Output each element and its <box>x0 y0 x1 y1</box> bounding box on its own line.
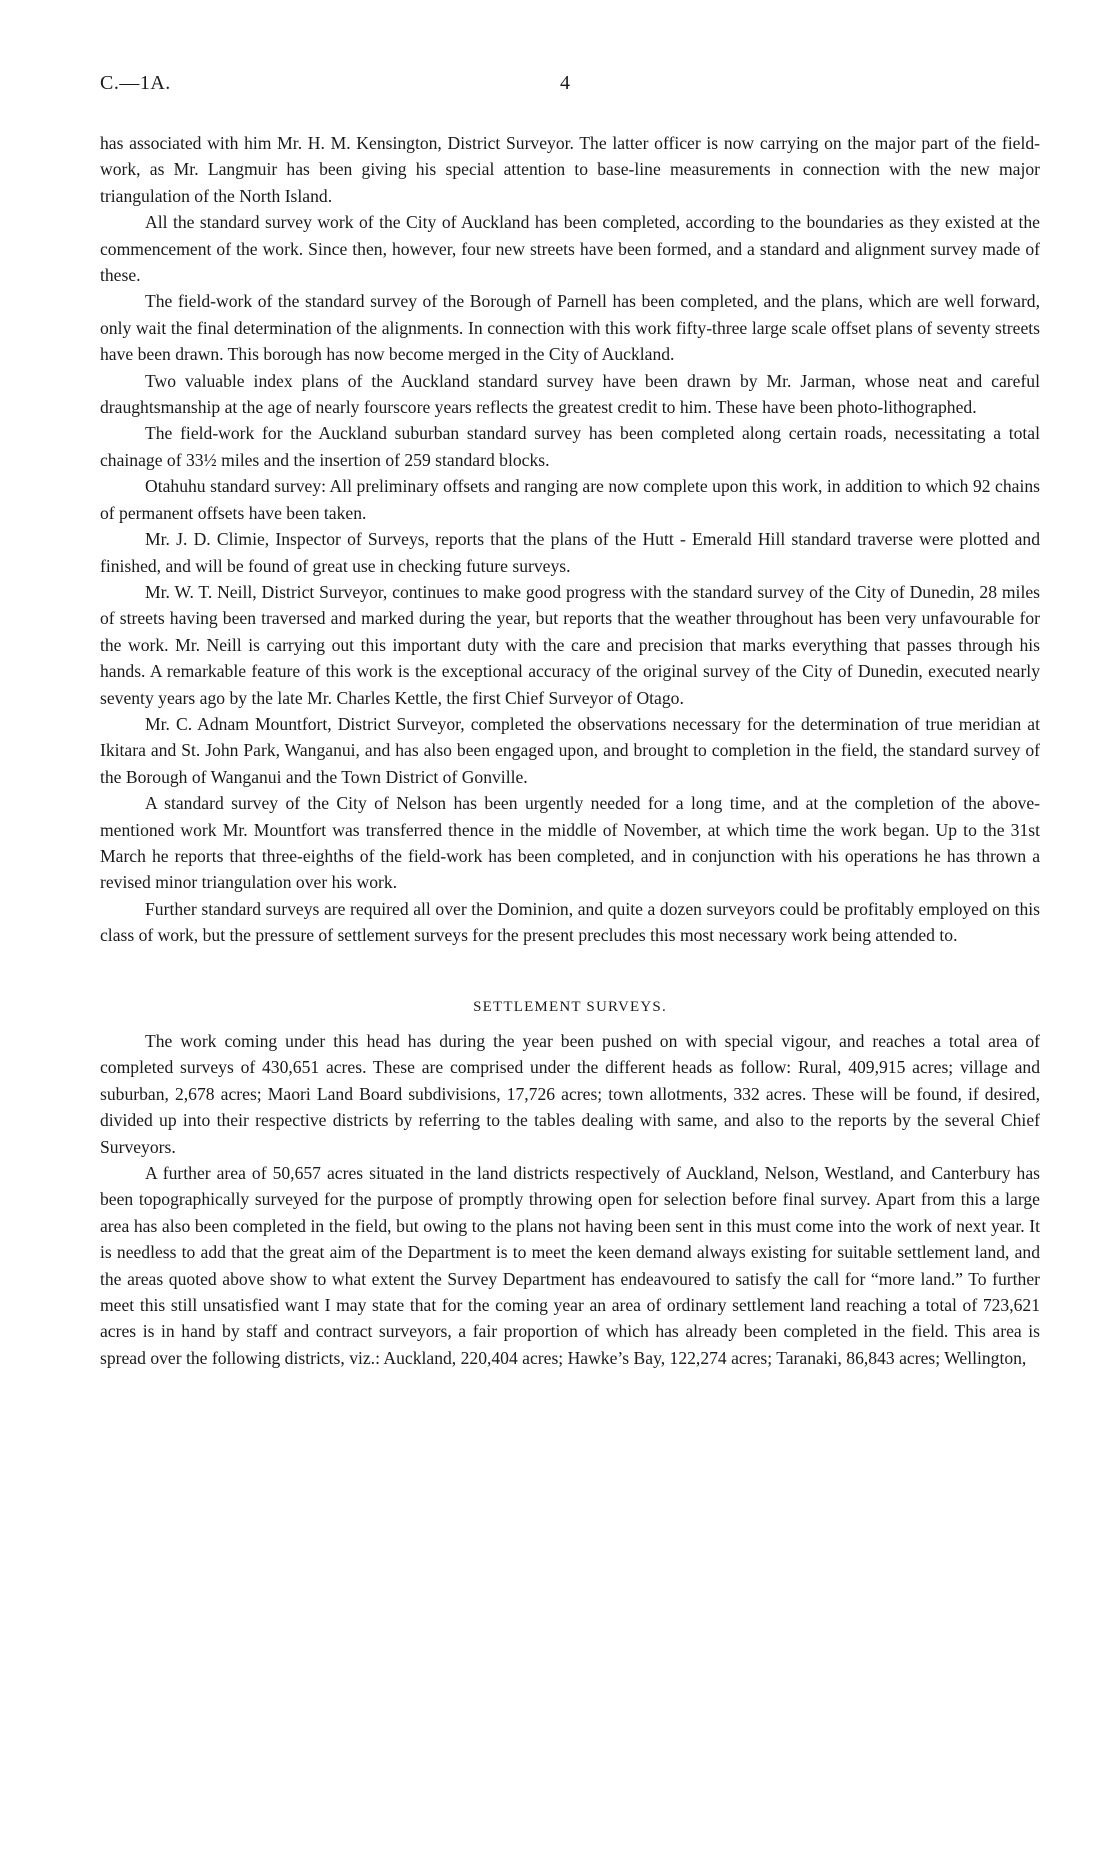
paragraph: has associated with him Mr. H. M. Kensington, District Surveyor. The latter officer is now carrying on the major part of the field-work, as Mr. Langmuir has been giving his special attention to base-line measurements in connection with the new major triangulation of the North Island. <box>100 133 1040 206</box>
paragraph: All the standard survey work of the City of Auckland has been completed, according to the boundaries as they existed at the commencement of the work. Since then, however, four new streets have been formed, and a standard and alignment survey made of these. <box>100 212 1040 286</box>
paragraph: A further area of 50,657 acres situated in the land districts respectively of Auckland, Nelson, Westland, and Canterbury has been topographically surveyed for the purpose of promptly throwing open for selection before final survey. Apart from this a large area has also been completed in the field, but owing to the plans not having been sent in this must come into the work of next year. It is needless to add that the great aim of the Department is to meet the keen demand always existing for suitable settlement land, and the areas quoted above show to what extent the Survey Department has endeavoured to satisfy the call for “more land.” To further meet this still unsatisfied want I may state that for the coming year an area of ordinary settlement land reaching a total of 723,621 acres is in hand by staff and contract surveyors, a fair proportion of which has already been completed in the field. This area is spread over the following districts, viz.: Auckland, 220,404 acres; Hawke’s Bay, 122,274 acres; Taranaki, 86,843 acres; Wellington, <box>100 1163 1040 1368</box>
paragraph: The field-work for the Auckland suburban standard survey has been completed along certain roads, necessitating a total chainage of 33½ miles and the insertion of 259 standard blocks. <box>100 423 1040 470</box>
paragraph: Two valuable index plans of the Auckland standard survey have been drawn by Mr. Jarman, whose neat and careful draughtsmanship at the age of nearly fourscore years reflects the greatest credit to him. These have been photo-lithographed. <box>100 370 1040 418</box>
page-header <box>100 72 1040 102</box>
paragraph: Otahuhu standard survey: All preliminary offsets and ranging are now complete upon this work, in addition to which 92 chains of permanent offsets have been taken. <box>100 476 1040 523</box>
paragraph: Mr. C. Adnam Mountfort, District Surveyor, completed the observations necessary for the determination of true meridian at Ikitara and St. John Park, Wanganui, and has also been engaged upon, and brought to completion in the field, the standard survey of the Borough of Wanganui and the Town District of Gonville. <box>100 713 1040 787</box>
paragraph: The field-work of the standard survey of the Borough of Parnell has been completed, and the plans, which are well forward, only wait the final determination of the alignments. In connection with this work fifty-three large scale offset plans of seventy streets have been drawn. This borough has now become merged in the City of Auckland. <box>100 291 1040 365</box>
page-number: 4 <box>560 72 570 94</box>
paragraph: The work coming under this head has during the year been pushed on with special vigour, and reaches a total area of completed surveys of 430,651 acres. These are comprised under the different heads as follow: Rural, 409,915 acres; village and suburban, 2,678 acres; Maori Land Board subdivisions, 17,726 acres; town allotments, 332 acres. These will be found, if desired, divided up into their respective districts by referring to the tables dealing with same, and also to the reports by the several Chief Surveyors. <box>100 1031 1040 1157</box>
paragraph: A standard survey of the City of Nelson has been urgently needed for a long time, and at the completion of the above-mentioned work Mr. Mountfort was transferred thence in the middle of November, at which time the work began. Up to the 31st March he reports that three-eighths of the field-work has been completed, and in conjunction with his operations he has thrown a revised minor triangulation over his work. <box>100 793 1040 893</box>
body-text <box>100 130 1040 1371</box>
paragraph: Further standard surveys are required all over the Dominion, and quite a dozen surveyors could be profitably employed on this class of work, but the pressure of settlement surveys for the present precludes this most necessary work being attended to. <box>100 898 1040 946</box>
paragraph: Mr. W. T. Neill, District Surveyor, continues to make good progress with the standard survey of the City of Dunedin, 28 miles of streets having been traversed and marked during the year, but reports that the weather throughout has been very unfavourable for the work. Mr. Neill is carrying out this important duty with the care and precision that marks everything that passes through his hands. A remarkable feature of this work is the exceptional accuracy of the original survey of the City of Dunedin, executed nearly seventy years ago by the late Mr. Charles Kettle, the first Chief Surveyor of Otago. <box>100 581 1040 708</box>
document-code: C.—1A. <box>100 72 171 94</box>
section-heading: SETTLEMENT SURVEYS. <box>473 998 667 1015</box>
paragraph: Mr. J. D. Climie, Inspector of Surveys, reports that the plans of the Hutt - Emerald Hill standard traverse were plotted and finished, and will be found of great use in checking future surveys. <box>100 529 1040 576</box>
